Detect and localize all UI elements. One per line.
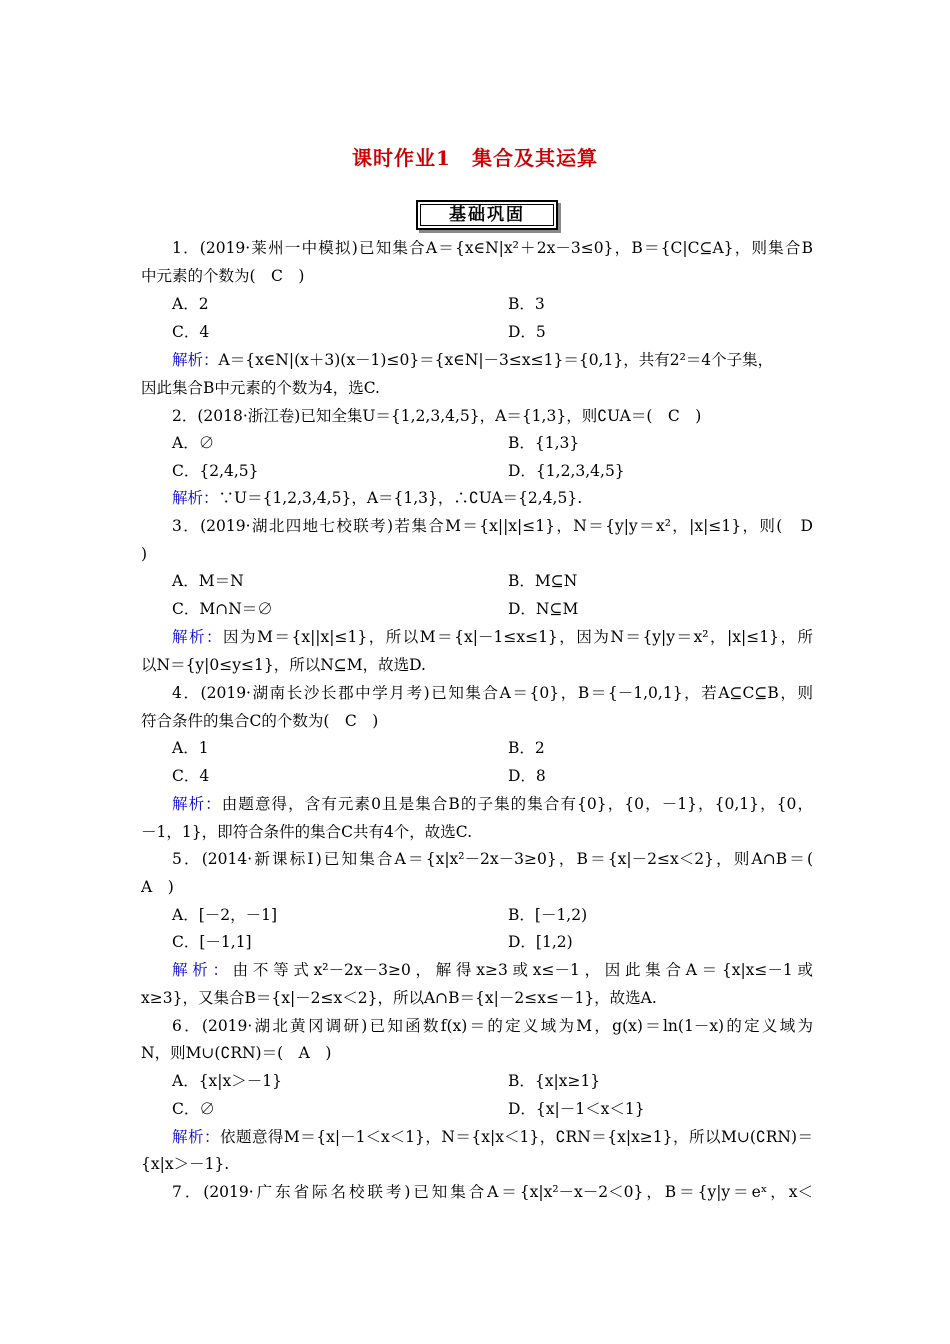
q4-stem-line2: 符合条件的集合C的个数为( C ) — [141, 712, 379, 730]
analysis-label: 解析： — [172, 961, 233, 979]
analysis-label: 解析： — [172, 351, 219, 369]
q1-analysis-text: A＝{x∈N|(x＋3)(x－1)≤0}＝{x∈N|－3≤x≤1}＝{0,1}，共有2²＝4个子集， — [218, 351, 774, 369]
q6-analysis-text: 依题意得M＝{x|－1＜x＜1}，N＝{x|x＜1}，∁RN＝{x|x≥1}，所以M∪(∁RN)＝ — [219, 1128, 813, 1146]
q2-option-d: D．{1,2,3,4,5} — [508, 462, 625, 480]
q5-option-b: B．[－1,2) — [508, 906, 588, 924]
q3-stem-line1: 3．(2019·湖北四地七校联考)若集合M＝{x||x|≤1}，N＝{y|y＝x²，|x|≤1}，则( D — [172, 517, 813, 535]
q3-analysis-text: 因为M＝{x||x|≤1}，所以M＝{x|－1≤x≤1}，因为N＝{y|y＝x²，|x|≤1}，所 — [223, 628, 813, 646]
q3-option-c: C．M∩N＝∅ — [172, 600, 273, 618]
q3-stem-line2: ) — [141, 545, 148, 563]
q6-analysis-line2: {x|x＞－1}. — [141, 1155, 230, 1173]
q6-option-c: C．∅ — [172, 1100, 215, 1118]
analysis-label: 解析： — [172, 628, 224, 646]
q4-option-d: D．8 — [508, 767, 546, 785]
q1-analysis-line2: 因此集合B中元素的个数为4，选C. — [141, 379, 380, 397]
q3-option-a: A．M＝N — [172, 572, 244, 590]
q1-analysis-line1 — [172, 350, 813, 370]
q7-stem-line1: 7．(2019·广东省际名校联考)已知集合A＝{x|x²－x－2＜0}，B＝{y|y＝eˣ，x＜ — [172, 1183, 813, 1201]
q2-stem-line1: 2．(2018·浙江卷)已知全集U＝{1,2,3,4,5}，A＝{1,3}，则∁UA＝( C ) — [172, 407, 702, 425]
page-title: 课时作业1 集合及其运算 — [352, 146, 598, 170]
q3-option-d: D．N⊆M — [508, 600, 579, 618]
q4-option-c: C．4 — [172, 767, 210, 785]
analysis-label: 解析： — [172, 795, 222, 813]
analysis-label: 解析： — [172, 489, 219, 507]
q6-analysis-line1 — [172, 1127, 813, 1147]
q6-stem-line1: 6．(2019·湖北黄冈调研)已知函数f(x)＝的定义域为M，g(x)＝ln(1－x)的定义域为 — [172, 1017, 813, 1035]
q5-analysis-line2: x≥3}，又集合B＝{x|－2≤x＜2}，所以A∩B＝{x|－2≤x≤－1}，故选A. — [141, 989, 657, 1007]
q3-analysis-line1 — [172, 627, 813, 647]
q5-analysis-text: 由不等式x²－2x－3≥0，解得x≥3或x≤－1，因此集合A＝{x|x≤－1或 — [232, 961, 813, 979]
analysis-label: 解析： — [172, 1128, 220, 1146]
q3-analysis-line2: 以N＝{y|0≤y≤1}，所以N⊆M，故选D. — [141, 656, 426, 674]
q2-option-a: A．∅ — [172, 434, 215, 452]
q4-stem-line1: 4．(2019·湖南长沙长郡中学月考)已知集合A＝{0}，B＝{－1,0,1}，若A⊆C⊆B，则 — [172, 684, 813, 702]
q2-analysis-line1 — [172, 488, 813, 508]
q6-option-d: D．{x|－1＜x＜1} — [508, 1100, 645, 1118]
q5-stem-line1: 5．(2014·新课标Ⅰ)已知集合A＝{x|x²－2x－3≥0}，B＝{x|－2≤x＜2}，则A∩B＝( — [172, 850, 813, 868]
q4-analysis-line2: －1，1}，即符合条件的集合C共有4个，故选C. — [141, 823, 473, 841]
q1-option-d: D．5 — [508, 323, 546, 341]
q1-stem-line1: 1．(2019·莱州一中模拟)已知集合A＝{x∈N|x²＋2x－3≤0}，B＝{C|C⊆A}，则集合B — [172, 239, 813, 257]
q5-stem-line2: A ) — [141, 878, 174, 896]
q6-option-b: B．{x|x≥1} — [508, 1072, 601, 1090]
q6-option-a: A．{x|x＞－1} — [172, 1072, 282, 1090]
q6-stem-line2: N，则M∪(∁RN)＝( A ) — [141, 1044, 332, 1062]
q3-option-b: B．M⊆N — [508, 572, 578, 590]
section-badge: 基础巩固 — [416, 200, 558, 230]
q1-stem-line2: 中元素的个数为( C ) — [141, 267, 305, 285]
q4-option-b: B．2 — [508, 739, 545, 757]
q1-option-b: B．3 — [508, 295, 545, 313]
q5-analysis-line1 — [172, 960, 813, 980]
q5-option-c: C．[－1,1] — [172, 933, 252, 951]
q5-option-a: A．[－2，－1] — [172, 906, 278, 924]
q2-option-c: C．{2,4,5} — [172, 462, 259, 480]
q4-analysis-text: 由题意得，含有元素0且是集合B的子集的集合有{0}，{0，－1}，{0,1}，{0， — [221, 795, 813, 813]
q4-analysis-line1 — [172, 794, 813, 814]
q1-option-a: A．2 — [172, 295, 209, 313]
q1-option-c: C．4 — [172, 323, 210, 341]
q2-option-b: B．{1,3} — [508, 434, 580, 452]
q5-option-d: D．[1,2) — [508, 933, 573, 951]
q4-option-a: A．1 — [172, 739, 209, 757]
q2-analysis-text: ∵U＝{1,2,3,4,5}，A＝{1,3}，∴∁UA＝{2,4,5}. — [218, 489, 583, 507]
